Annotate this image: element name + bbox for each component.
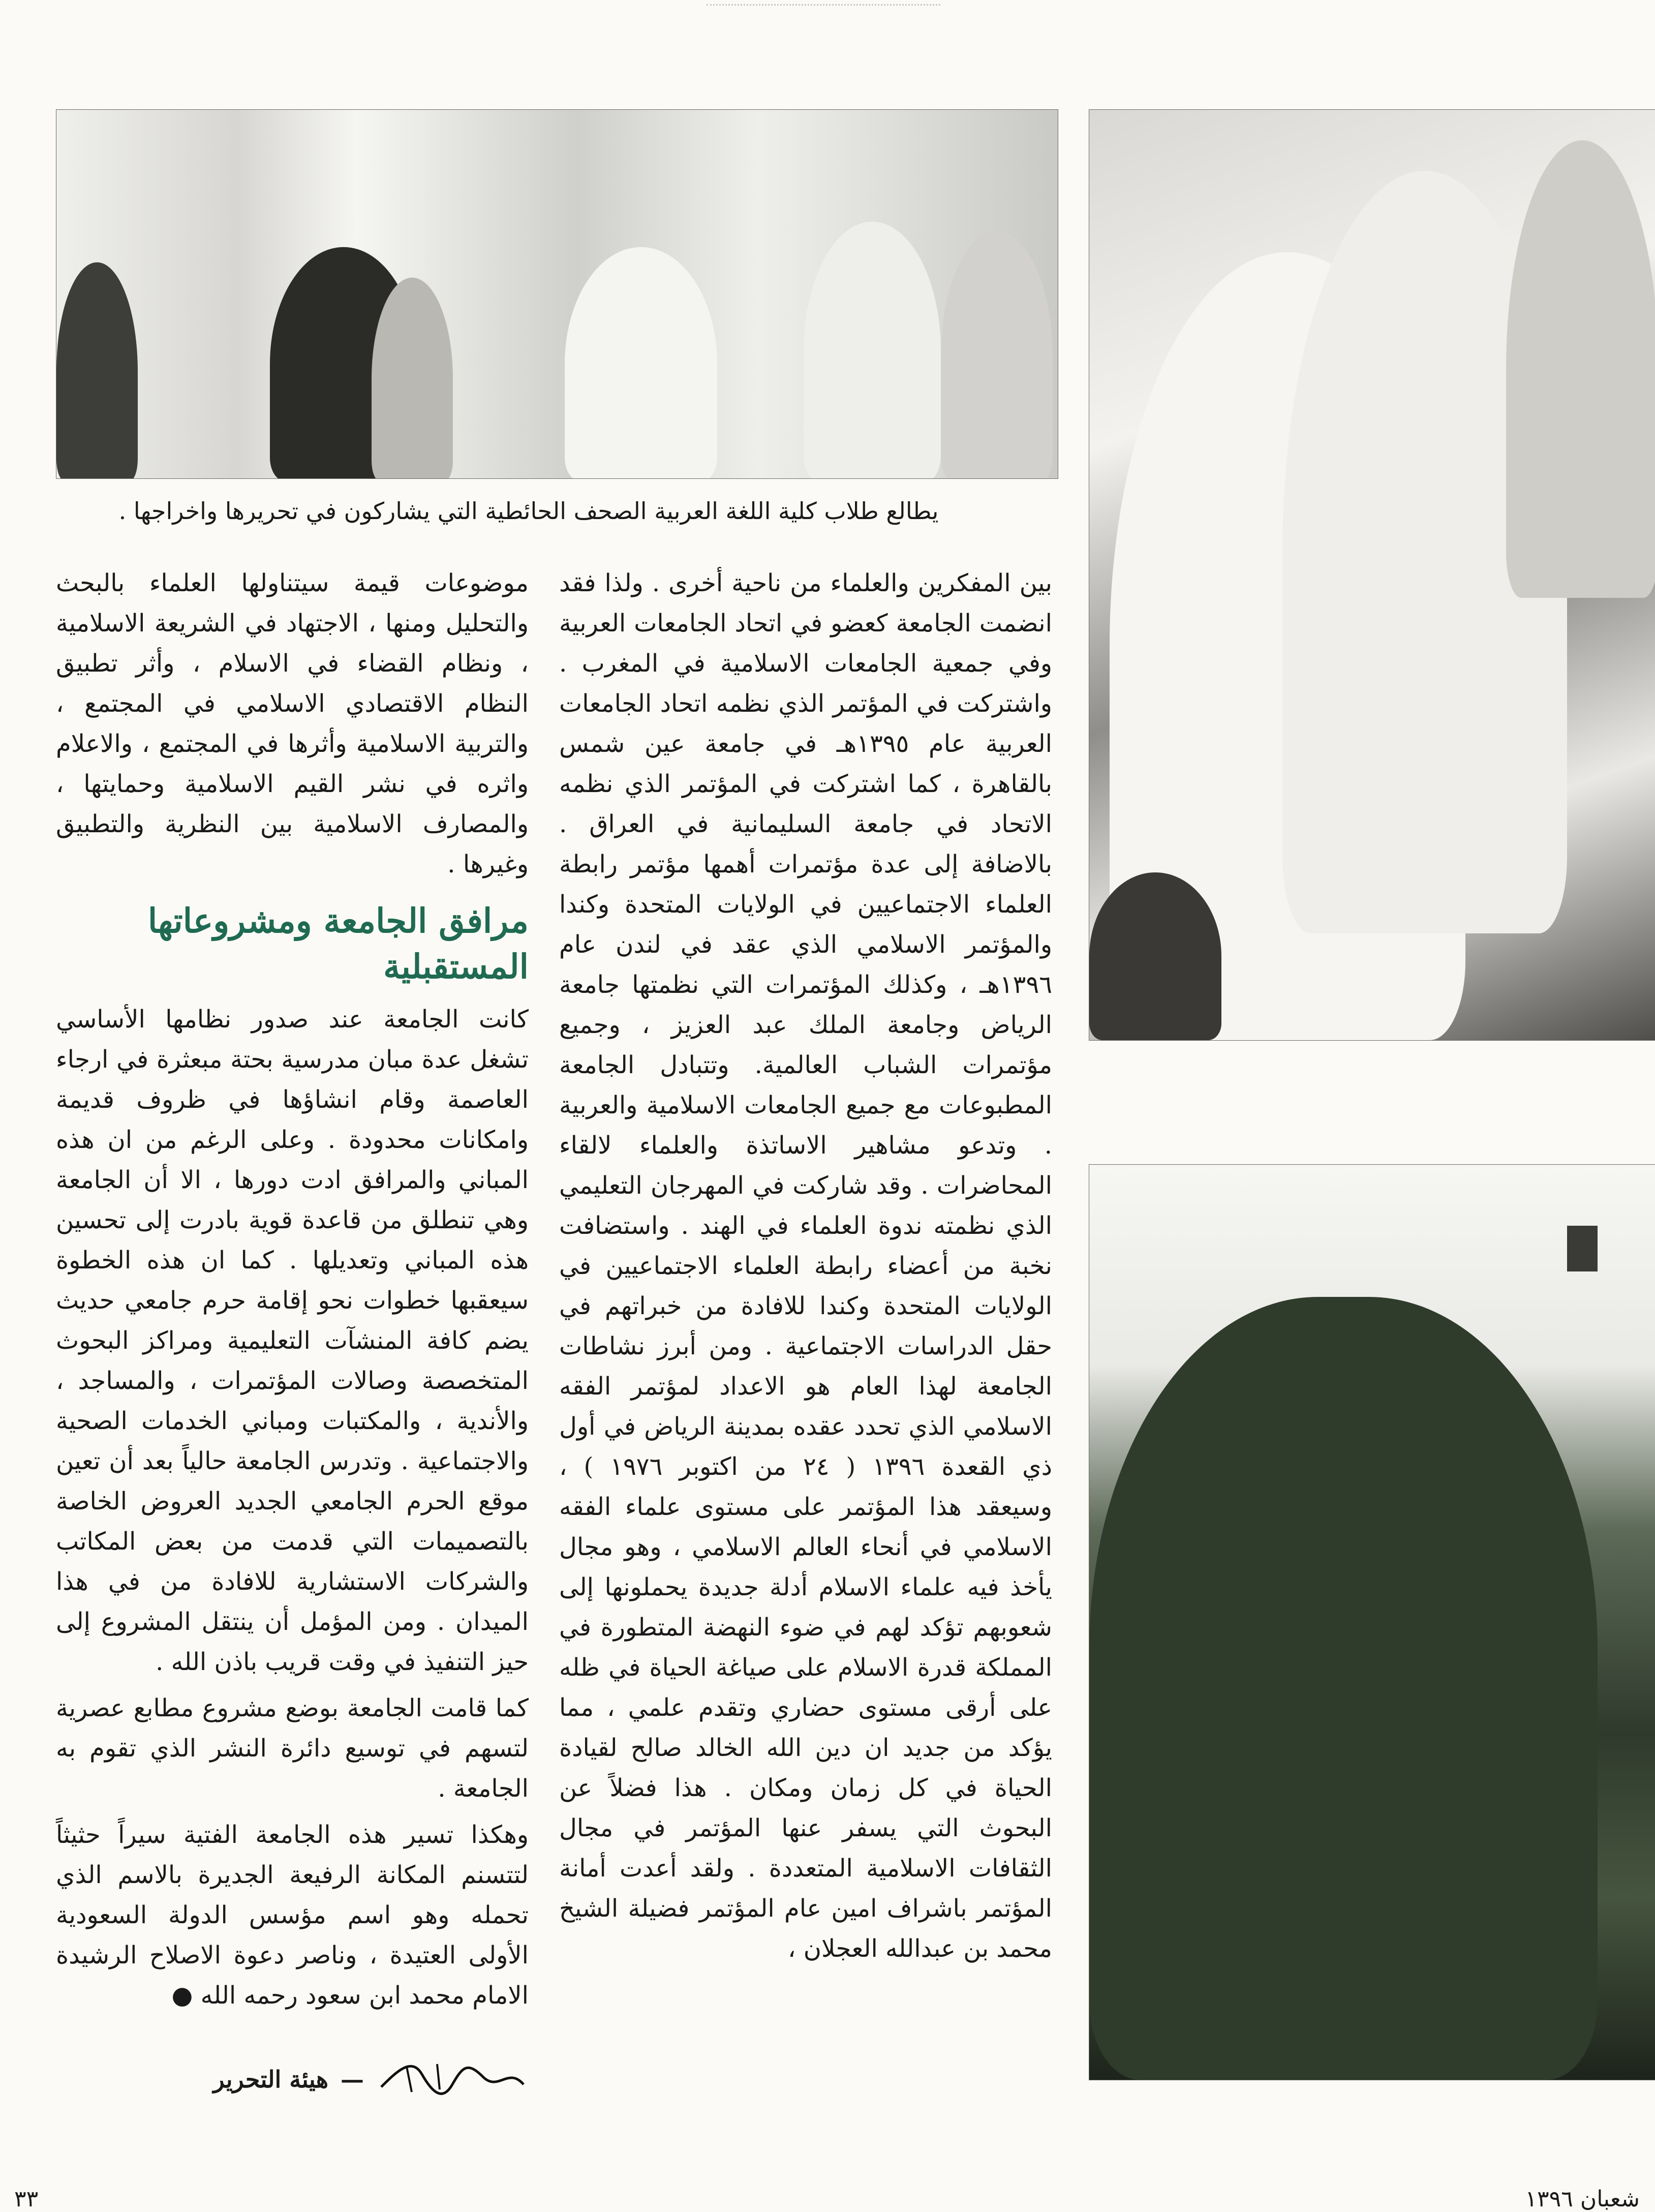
signature-dash: —	[341, 2066, 364, 2093]
photo-campus-garden	[1089, 1164, 1655, 2080]
photo-university-officials	[1089, 109, 1655, 1041]
article-column-left	[56, 563, 529, 2022]
photo-students-reading-wall-newspapers	[56, 109, 1058, 479]
article-paragraph: موضوعات قيمة سيتناولها العلماء بالبحث والتحليل ومنها ، الاجتهاد في الشريعة الاسلامية ، ونظام القضاء في الاسلام ، وأثر تطبيق النظام الاقتصادي الاسلامي في المجتمع ، والتربية الاسلامية وأثرها في المجتمع ، والاعلام واثره في نشر القيم الاسلامية وحمايتها ، والمصارف الاسلامية بين النظرية والتطبيق وغيرها .	[56, 569, 529, 878]
issue-date: شعبان ١٣٩٦	[1525, 2186, 1640, 2212]
article-paragraph: وهكذا تسير هذه الجامعة الفتية سيراً حثيثاً لتتسنم المكانة الرفيعة الجديرة بالاسم الذي تحمله وهو اسم مؤسس الدولة السعودية الأولى العتيدة ، وناصر دعوة الاصلاح الرشيدة الامام محمد ابن سعود رحمه الله ●	[56, 1821, 529, 2010]
top-edge-mark	[707, 4, 940, 11]
article-paragraph: كانت الجامعة عند صدور نظامها الأساسي تشغل عدة مبان مدرسية بحتة مبعثرة في ارجاء العاصمة وقام انشاؤها في ظروف قديمة وامكانات محدودة . وعلى الرغم من ان هذه المباني والمرافق ادت دورها ، الا أن الجامعة وهي تنطلق من قاعدة قوية بادرت إلى تحسين هذه المباني وتعديلها . كما ان هذه الخطوة سيعقبها خطوات نحو إقامة حرم جامعي حديث يضم كافة المنشآت التعليمية ومراكز البحوث المتخصصة وصالات المؤتمرات ، والمساجد ، والأندية ، والمكتبات ومباني الخدمات الصحية والاجتماعية . وتدرس الجامعة حالياً بعد أن تعين موقع الحرم الجامعي الجديد العروض الخاصة بالتصميمات التي قدمت من بعض المكاتب والشركات الاستشارية للافادة من في هذا الميدان . ومن المؤمل أن ينتقل المشروع إلى حيز التنفيذ في وقت قريب باذن الله .	[56, 1005, 529, 1676]
photo-caption: يطالع طلاب كلية اللغة العربية الصحف الحائطية التي يشاركون في تحريرها واخراجها .	[118, 497, 939, 525]
article-paragraph: بين المفكرين والعلماء من ناحية أخرى . ولذا فقد انضمت الجامعة كعضو في اتحاد الجامعات العربية وفي جمعية الجامعات الاسلامية في المغرب . واشتركت في المؤتمر الذي نظمه اتحاد الجامعات العربية عام ١٣٩٥هـ في جامعة عين شمس بالقاهرة ، كما اشتركت في المؤتمر الذي نظمه الاتحاد في جامعة السليمانية في العراق . بالاضافة إلى عدة مؤتمرات أهمها مؤتمر رابطة العلماء الاجتماعيين في الولايات المتحدة وكندا والمؤتمر الاسلامي الذي عقد في لندن عام ١٣٩٦هـ ، وكذلك المؤتمرات التي نظمتها جامعة الرياض وجامعة الملك عبد العزيز ، وجميع مؤتمرات الشباب العالمية. وتتبادل الجامعة المطبوعات مع جميع الجامعات الاسلامية والعربية . وتدعو مشاهير الاساتذة والعلماء لالقاء المحاضرات . وقد شاركت في المهرجان التعليمي الذي نظمته ندوة العلماء في الهند . واستضافت نخبة من أعضاء رابطة العلماء الاجتماعيين في الولايات المتحدة وكندا للافادة من خبراتهم في حقل الدراسات الاجتماعية . ومن أبرز نشاطات الجامعة لهذا العام هو الاعداد لمؤتمر الفقه الاسلامي الذي تحدد عقده بمدينة الرياض في أول ذي القعدة ١٣٩٦ ( ٢٤ من اكتوبر ١٩٧٦ ) ، وسيعقد هذا المؤتمر على مستوى علماء الفقه الاسلامي في أنحاء العالم الاسلامي ، وهو مجال يأخذ فيه علماء الاسلام أدلة جديدة يحملونها إلى شعوبهم تؤكد لهم في ضوء النهضة المتطورة في المملكة قدرة الاسلام على صياغة الحياة في ظله على أرقى مستوى حضاري وتقدم علمي ، مما يؤكد من جديد ان دين الله الخالد صالح لقيادة الحياة في كل زمان ومكان . هذا فضلاً عن البحوث التي يسفر عنها المؤتمر في مجال الثقافات الاسلامية المتعددة . ولقد أعدت أمانة المؤتمر باشراف امين عام المؤتمر فضيلة الشيخ محمد بن عبدالله العجلان ،	[559, 569, 1053, 1963]
section-heading: مرافق الجامعة ومشروعاتها المستقبلية	[147, 901, 529, 986]
page-number: ٣٣	[14, 2186, 39, 2212]
handwritten-signature	[376, 2056, 529, 2102]
building-window	[1567, 1226, 1598, 1271]
article-column-right	[559, 563, 1052, 1975]
editorial-board-label: هيئة التحرير	[213, 2066, 328, 2093]
article-paragraph: كما قامت الجامعة بوضع مشروع مطابع عصرية لتسهم في توسيع دائرة النشر الذي تقوم به الجامعة .	[56, 1694, 529, 1803]
signature-row	[56, 2056, 529, 2102]
